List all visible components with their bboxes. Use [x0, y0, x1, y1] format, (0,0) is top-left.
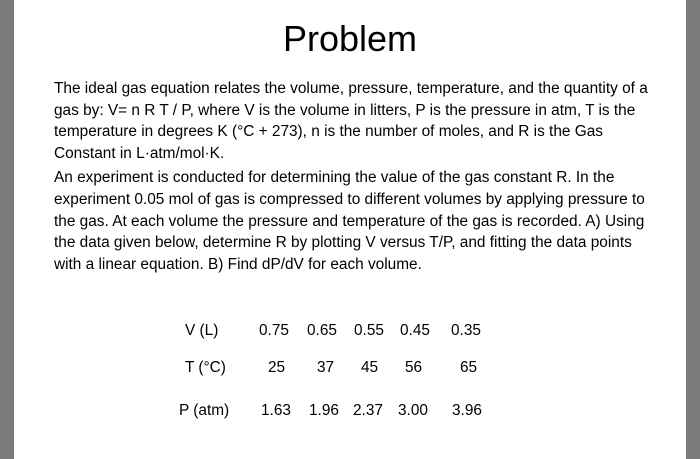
paragraph-gas-equation: The ideal gas equation relates the volume, pressure, temperature, and the quantity of a gas by: V= n R T / P, where V is the volume in litters, P is the pressure in atm, T is the temperature in degrees K (°C + 273), n is the number of moles, and R is the Gas Constant in L·atm/mol·K.	[54, 80, 648, 162]
table-cell: 1.63	[261, 402, 291, 419]
table-cell: 3.96	[452, 402, 482, 419]
table-cell: 65	[460, 359, 478, 376]
row-label-volume: V (L)	[185, 322, 219, 339]
table-cell: 0.55	[354, 322, 384, 339]
row-label-temperature: T (°C)	[185, 359, 226, 376]
problem-text	[54, 78, 660, 275]
paragraph-experiment: An experiment is conducted for determining the value of the gas constant R. In the experiment 0.05 mol of gas is compressed to different volumes by applying pressure to the gas. At each volume the pressure and temperature of the gas is recorded. A) Using the data given below, determine R by plotting V versus T/P, and fitting the data points with a linear equation. B) Find dP/dV for each volume.	[54, 169, 645, 273]
table-cell: 0.75	[259, 322, 289, 339]
table-cell: 2.37	[353, 402, 383, 419]
table-cell: 56	[405, 359, 423, 376]
table-cell: 1.96	[309, 402, 339, 419]
slide	[14, 0, 686, 459]
table-cell: 3.00	[398, 402, 428, 419]
table-cell: 37	[317, 359, 335, 376]
row-label-pressure: P (atm)	[179, 402, 230, 419]
table-cell: 0.35	[451, 322, 481, 339]
table-cell: 0.65	[307, 322, 337, 339]
table-cell: 0.45	[400, 322, 430, 339]
table-cell: 25	[268, 359, 286, 376]
table-cell: 45	[361, 359, 379, 376]
page-title: Problem	[282, 18, 418, 59]
